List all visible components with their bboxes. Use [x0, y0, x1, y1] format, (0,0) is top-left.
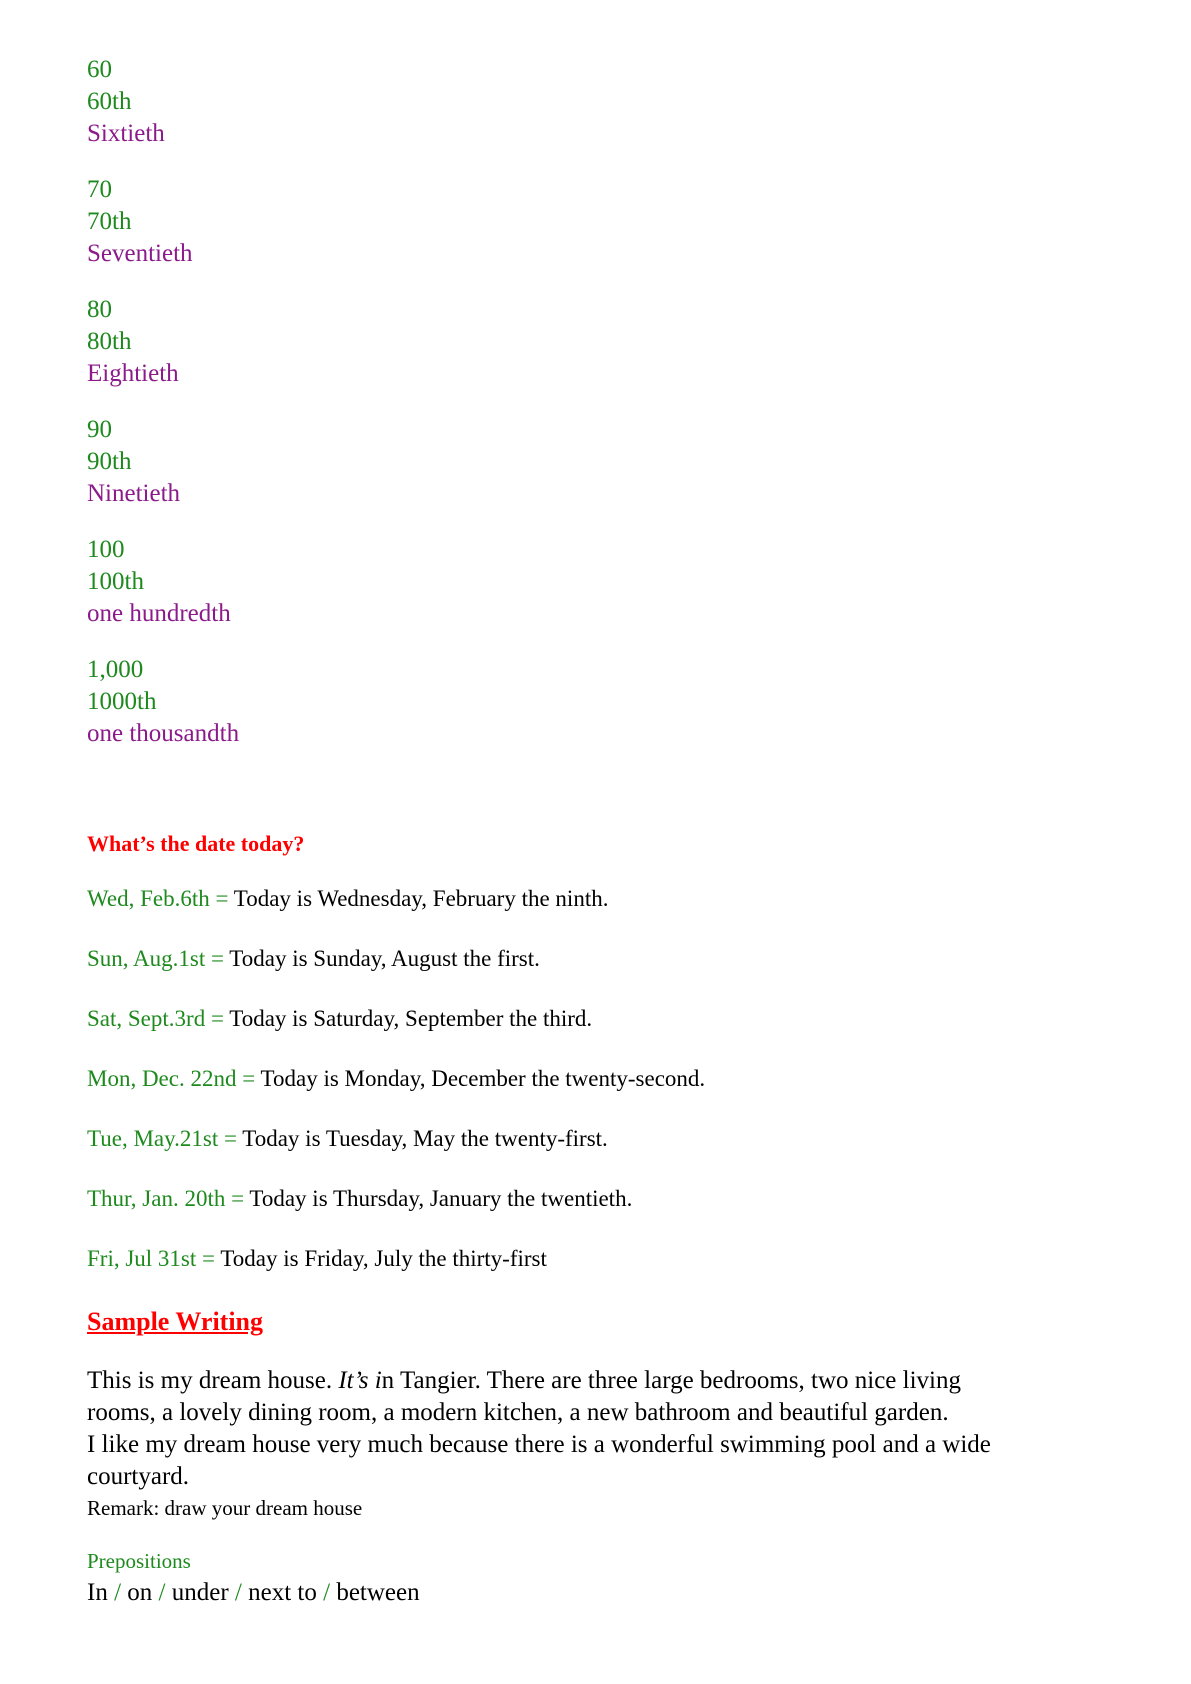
ordinal-word: one hundredth: [87, 600, 231, 627]
cardinal-number: 90: [87, 416, 112, 443]
equals-sign: =: [205, 1006, 230, 1031]
ordinal-word: Sixtieth: [87, 120, 165, 147]
date-line: [87, 944, 540, 974]
equals-sign: =: [205, 946, 230, 971]
ordinal-group-1000: [87, 654, 239, 750]
date-abbreviation: Fri, Jul 31st: [87, 1246, 197, 1271]
ordinal-number: 80th: [87, 328, 132, 355]
date-sentence: Today is Saturday, September the third.: [229, 1006, 593, 1031]
ordinal-word: one thousandth: [87, 720, 240, 747]
date-abbreviation: Wed, Feb.6th: [87, 886, 210, 911]
ordinal-word: Ninetieth: [87, 480, 181, 507]
sample-writing-title: Sample Writing: [87, 1307, 264, 1336]
ordinal-number: 100th: [87, 568, 144, 595]
preposition-separator: /: [152, 1579, 172, 1606]
paragraph-line: courtyard.: [87, 1463, 190, 1490]
ordinal-group-80: [87, 294, 179, 390]
ordinal-group-70: [87, 174, 193, 270]
paragraph-line: I like my dream house very much because there is a wonderful swimming pool and a wide: [87, 1431, 991, 1458]
cardinal-number: 80: [87, 296, 112, 323]
paragraph-line: [87, 1365, 1127, 1397]
paragraph-text: n Tangier. There are three large bedrooms, two nice living: [381, 1367, 961, 1394]
cardinal-number: 70: [87, 176, 112, 203]
date-sentence: Today is Tuesday, May the twenty-first.: [242, 1126, 608, 1151]
date-sentence: Today is Friday, July the thirty-first: [220, 1246, 547, 1271]
prepositions-title: Prepositions: [87, 1549, 191, 1573]
date-abbreviation: Thur, Jan. 20th: [87, 1186, 226, 1211]
date-abbreviation: Sat, Sept.3rd: [87, 1006, 206, 1031]
preposition-separator: /: [107, 1579, 128, 1606]
paragraph-text: This is my dream house.: [87, 1367, 339, 1394]
date-sentence: Today is Monday, December the twenty-second.: [260, 1066, 706, 1091]
ordinal-word: Seventieth: [87, 240, 193, 267]
date-abbreviation: Tue, May.21st: [87, 1126, 219, 1151]
ordinal-group-100: [87, 534, 231, 630]
equals-sign: =: [218, 1126, 243, 1151]
ordinal-word: Eightieth: [87, 360, 179, 387]
ordinal-group-60: [87, 54, 165, 150]
ordinal-number: 1000th: [87, 688, 157, 715]
equals-sign: =: [236, 1066, 261, 1091]
date-section-heading: What’s the date today?: [87, 831, 305, 856]
date-line: [87, 1184, 632, 1214]
equals-sign: =: [209, 886, 234, 911]
ordinal-number: 90th: [87, 448, 132, 475]
paragraph-italic-text: It’s i: [338, 1367, 382, 1394]
date-line: [87, 1064, 705, 1094]
preposition-item: under: [171, 1579, 229, 1606]
sample-paragraph: [87, 1365, 1127, 1493]
ordinal-group-90: [87, 414, 180, 510]
cardinal-number: 100: [87, 536, 125, 563]
remark-text: Remark: draw your dream house: [87, 1496, 363, 1520]
date-sentence: Today is Sunday, August the first.: [229, 946, 540, 971]
preposition-item: next to: [248, 1579, 317, 1606]
date-line: [87, 1244, 547, 1274]
date-abbreviation: Sun, Aug.1st: [87, 946, 206, 971]
preposition-item: between: [336, 1579, 420, 1606]
date-line: [87, 884, 608, 914]
date-line: [87, 1124, 608, 1154]
preposition-separator: /: [316, 1579, 337, 1606]
date-sentence: Today is Wednesday, February the ninth.: [233, 886, 609, 911]
cardinal-number: 60: [87, 56, 112, 83]
equals-sign: =: [225, 1186, 250, 1211]
date-abbreviation: Mon, Dec. 22nd: [87, 1066, 237, 1091]
date-line: [87, 1004, 592, 1034]
date-sentence: Today is Thursday, January the twentieth.: [249, 1186, 633, 1211]
prepositions-list: [87, 1577, 420, 1609]
preposition-item: on: [127, 1579, 153, 1606]
preposition-item: In: [87, 1579, 108, 1606]
cardinal-number: 1,000: [87, 656, 144, 683]
paragraph-line: rooms, a lovely dining room, a modern kitchen, a new bathroom and beautiful garden.: [87, 1399, 949, 1426]
ordinal-number: 70th: [87, 208, 132, 235]
ordinal-number: 60th: [87, 88, 132, 115]
equals-sign: =: [196, 1246, 221, 1271]
preposition-separator: /: [228, 1579, 249, 1606]
